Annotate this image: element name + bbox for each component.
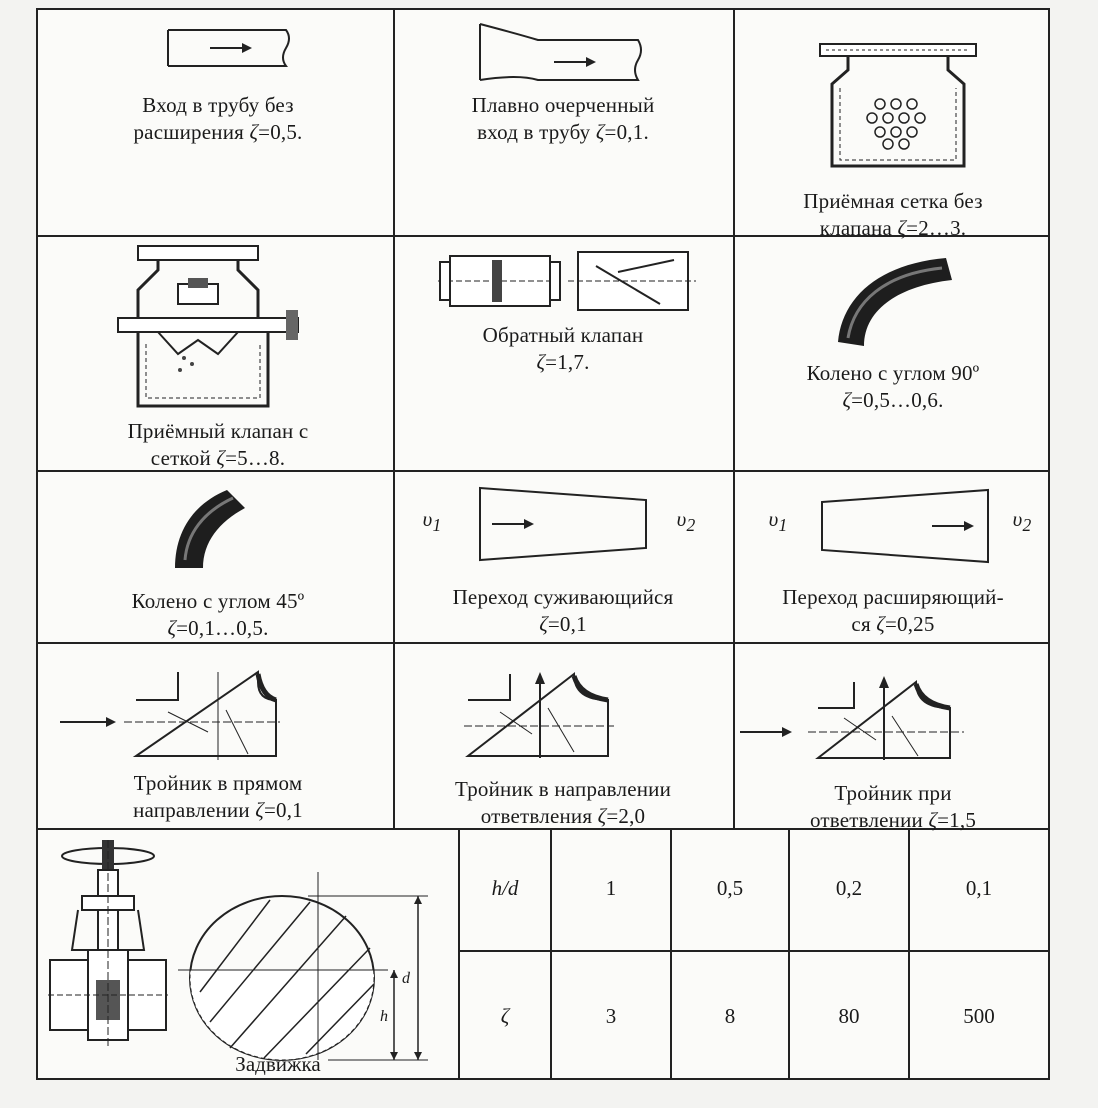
row-header-h-d: h/d	[491, 876, 519, 900]
velocity-v1-label: $\upsilon_1$	[768, 507, 788, 536]
grid-line	[458, 950, 1048, 952]
grid-line	[393, 10, 395, 830]
tee-at-branch-diagram	[738, 662, 998, 762]
resistance-coefficients-table	[36, 8, 1050, 1080]
elbow-45-diagram	[173, 488, 253, 568]
grid-line	[670, 830, 672, 1080]
caption-elbow-90: Колено с углом 90º ζ=0,5…0,6.	[806, 361, 980, 412]
smooth-inlet-diagram	[478, 22, 648, 82]
grid-line	[458, 830, 460, 1080]
zeta-value: 80	[838, 1004, 860, 1028]
caption-tee-branch-direction: Тройник в направлении ответвления ζ=2,0	[454, 777, 672, 828]
h-d-value: 1	[605, 876, 617, 900]
velocity-v1-label: $\upsilon_1$	[422, 507, 442, 536]
gate-valve-drawing	[48, 840, 178, 1050]
row-header-zeta: ζ	[500, 1004, 510, 1028]
caption-pipe-inlet: Вход в трубу без расширения ζ=0,5.	[133, 93, 303, 144]
velocity-v2-label: $\upsilon_2$	[676, 507, 696, 536]
grid-line	[908, 830, 910, 1080]
h-d-value: 0,1	[965, 876, 993, 900]
dimension-h-label: h	[380, 1008, 388, 1025]
grid-line	[788, 830, 790, 1080]
check-valve-diagram	[438, 246, 698, 316]
velocity-v2-label: $\upsilon_2$	[1012, 507, 1032, 536]
intake-screen-diagram	[818, 40, 978, 180]
tee-straight-diagram	[58, 670, 278, 760]
caption-converging: Переход суживающийся ζ=0,1	[452, 585, 674, 636]
grid-line	[733, 10, 735, 830]
gate-valve-label: Задвижка	[235, 1052, 321, 1076]
zeta-value: 8	[724, 1004, 736, 1028]
zeta-value: 3	[605, 1004, 617, 1028]
dimension-d-label: d	[402, 970, 410, 987]
caption-tee-straight: Тройник в прямом направлении ζ=0,1	[133, 771, 303, 822]
h-d-value: 0,2	[835, 876, 863, 900]
caption-diverging: Переход расширяющий- ся ζ=0,25	[782, 585, 1004, 636]
zeta-value: 500	[963, 1004, 995, 1028]
diverging-transition-diagram	[820, 488, 990, 564]
grid-line	[550, 830, 552, 1080]
intake-valve-diagram	[118, 244, 318, 414]
caption-check-valve: Обратный клапан ζ=1,7.	[482, 323, 644, 374]
converging-transition-diagram	[478, 486, 648, 562]
tee-branch-direction-diagram	[464, 660, 614, 760]
grid-line	[38, 642, 1048, 644]
elbow-90-diagram	[838, 258, 958, 348]
caption-intake-screen: Приёмная сетка без клапана ζ=2…3.	[803, 189, 983, 240]
caption-elbow-45: Колено с углом 45º ζ=0,1…0,5.	[131, 589, 305, 640]
gate-section-diagram	[178, 872, 428, 1062]
h-d-value: 0,5	[716, 876, 744, 900]
caption-intake-valve: Приёмный клапан с сеткой ζ=5…8.	[127, 419, 309, 470]
caption-tee-at-branch: Тройник при ответвлении ζ=1,5	[809, 781, 977, 832]
pipe-inlet-diagram	[168, 28, 298, 68]
caption-smooth-inlet: Плавно очерченный вход в трубу ζ=0,1.	[471, 93, 655, 144]
